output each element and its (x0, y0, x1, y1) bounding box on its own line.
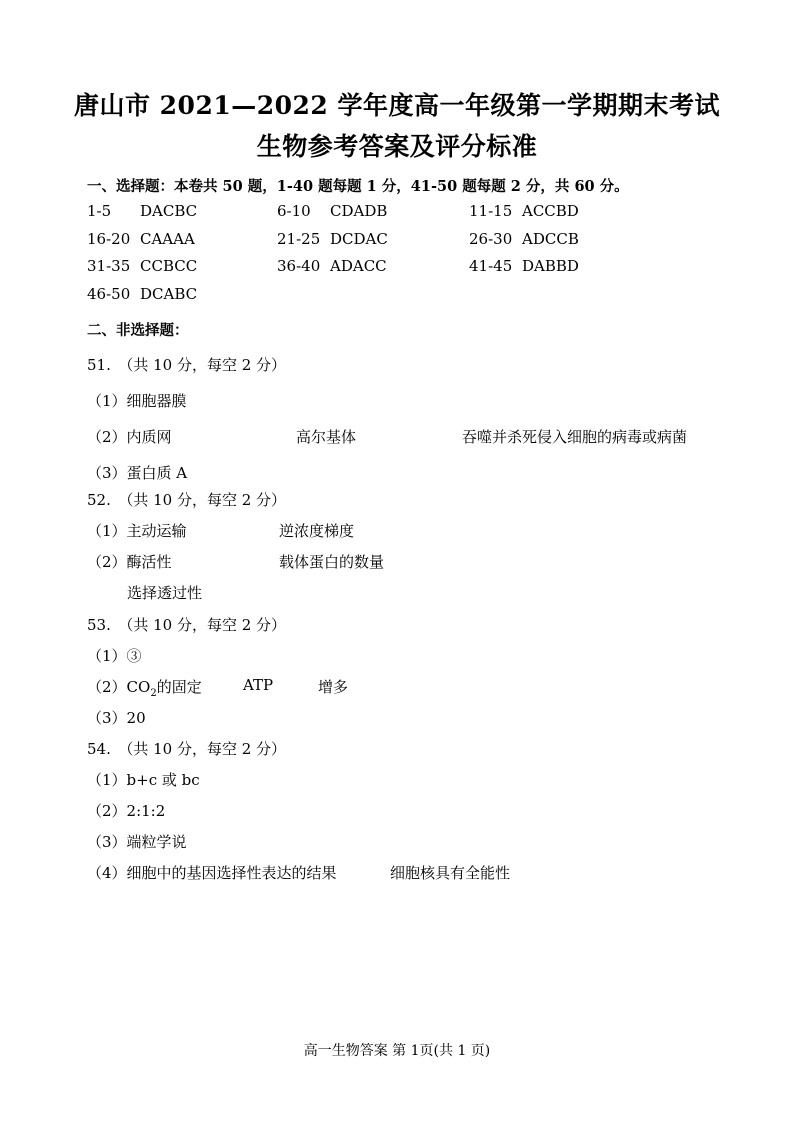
mc-answers: CCBCC (140, 257, 198, 275)
q54-part1: （1）b+c 或 bc (87, 771, 200, 789)
q51-part2-a: （2）内质网 (87, 428, 172, 446)
q53-part2-b: ATP (243, 676, 274, 694)
mc-answers: DCDAC (330, 230, 388, 248)
q53-part2-prefix: （2）CO (87, 678, 151, 696)
mc-range: 31-35 (87, 257, 131, 275)
q53-part2-subscript: 2 (150, 688, 157, 699)
mc-answers: DACBC (140, 202, 198, 220)
q53-part2-c: 增多 (318, 678, 349, 696)
page-footer: 高一生物答案 第 1页(共 1 页) (303, 1043, 491, 1059)
mc-range: 11-15 (469, 202, 513, 220)
mc-answers: CAAAA (140, 230, 195, 248)
q54-part4-a: （4）细胞中的基因选择性表达的结果 (87, 864, 337, 882)
q51-part3: （3）蛋白质 A (87, 464, 188, 482)
q53-part2-suffix: 的固定 (156, 678, 202, 696)
mc-answers: ADCCB (522, 230, 579, 248)
section-1-heading: 一、选择题：本卷共 50 题，1-40 题每题 1 分，41-50 题每题 2 分，共 60 分。 (87, 178, 629, 195)
q52-part2-b: 载体蛋白的数量 (279, 553, 385, 571)
mc-answers: ADACC (330, 257, 387, 275)
mc-range: 41-45 (469, 257, 513, 275)
mc-range: 16-20 (87, 230, 131, 248)
q52-header: 52. （共 10 分，每空 2 分） (87, 491, 287, 509)
q53-header: 53. （共 10 分，每空 2 分） (87, 616, 287, 634)
q52-part1-b: 逆浓度梯度 (279, 522, 355, 540)
q54-part4-b: 细胞核具有全能性 (390, 864, 511, 882)
q51-part2-b: 高尔基体 (296, 428, 357, 446)
q53-part3: （3）20 (87, 709, 146, 727)
page-subtitle: 生物参考答案及评分标准 (256, 132, 538, 161)
mc-answers: DABBD (522, 257, 579, 275)
q53-part1: （1）③ (87, 647, 142, 665)
q51-header: 51. （共 10 分，每空 2 分） (87, 356, 287, 374)
page-title: 唐山市 2021—2022 学年度高一年级第一学期期末考试 (73, 91, 721, 120)
mc-range: 21-25 (277, 230, 321, 248)
mc-answers: CDADB (330, 202, 388, 220)
q52-part2-c: 选择透过性 (127, 584, 203, 602)
q54-part2: （2）2:1:2 (87, 802, 166, 820)
q53-part2-a (87, 676, 202, 699)
mc-range: 26-30 (469, 230, 513, 248)
mc-range: 36-40 (277, 257, 321, 275)
q54-header: 54. （共 10 分，每空 2 分） (87, 740, 287, 758)
q52-part2-a: （2）酶活性 (87, 553, 172, 571)
q51-part2-c: 吞噬并杀死侵入细胞的病毒或病菌 (462, 428, 688, 446)
mc-answers: DCABC (140, 285, 198, 303)
section-2-heading: 二、非选择题： (87, 322, 189, 339)
mc-range: 46-50 (87, 285, 131, 303)
q52-part1-a: （1）主动运输 (87, 522, 187, 540)
mc-answers: ACCBD (522, 202, 579, 220)
mc-range: 6-10 (277, 202, 311, 220)
q51-part1: （1）细胞器膜 (87, 392, 187, 410)
q54-part3: （3）端粒学说 (87, 833, 187, 851)
mc-range: 1-5 (87, 202, 112, 220)
